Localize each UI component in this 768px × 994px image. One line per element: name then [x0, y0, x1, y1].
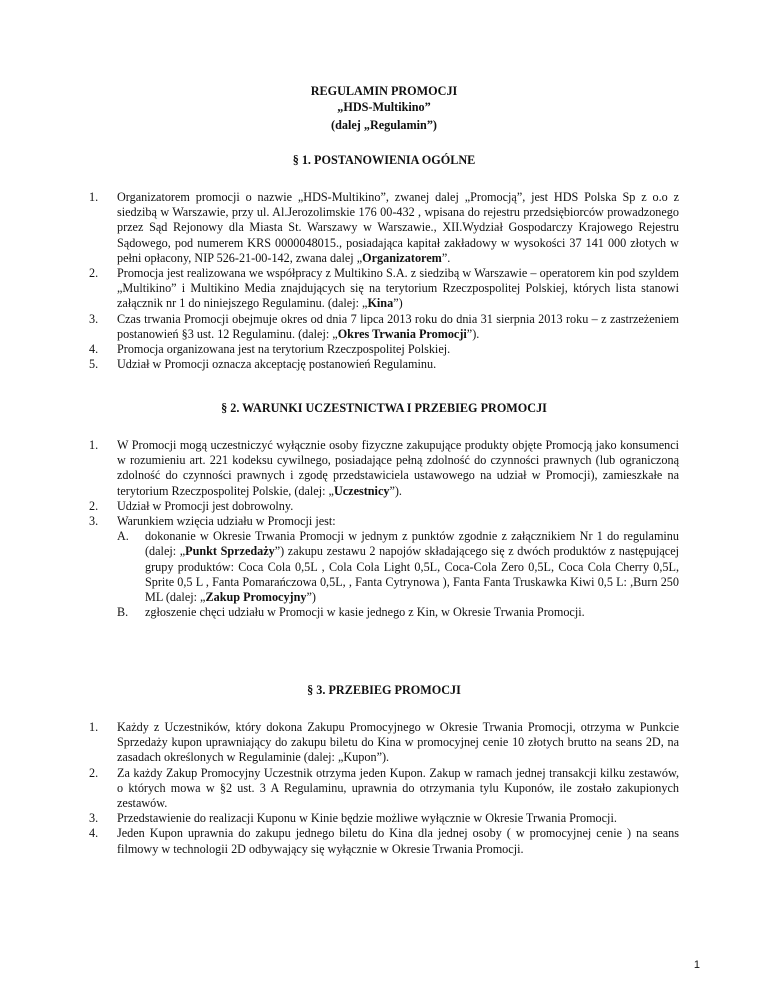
sub-list [117, 529, 679, 620]
item-text: Jeden Kupon uprawnia do zakupu jednego biletu do Kina dla jednej osoby ( w promocyjnej cenie ) na seans filmowy w technologii 2D odbywający się wyłącznie w Okresie Trwania Promocji. [117, 826, 679, 856]
defined-term: Okres Trwania Promocji [337, 326, 467, 341]
sub-item-letter: A. [117, 529, 129, 544]
item-text: Przedstawienie do realizacji Kuponu w Kinie będzie możliwe wyłącznie w Okresie Trwania Promocji. [117, 811, 617, 826]
item-text: Organizatorem promocji o nazwie „HDS-Multikino”, zwanej dalej „Promocją”, jest HDS Polska Sp z o.o z siedzibą w Warszawie, przy ul. Al.Jerozolimskie 176 00-432 , wpisana do rejestru przedsiębiorców prowadzonego przez Sąd Rejonowy dla Miasta St. Warszawy w Warszawie., XII.Wydział Gospodarczy Krajowego Rejestru Sądowego, pod numerem KRS 0000048015., posiadająca kapitał zakładowy w wysokości 37 141 000 złotych w pełni opłacony, NIP 526-21-00-142, zwana dalej „ [117, 190, 679, 265]
item-number: 1. [89, 190, 99, 204]
item-number: 5. [89, 357, 99, 372]
defined-term: Punkt Sprzedaży [185, 544, 275, 559]
sub-item-text: zgłoszenie chęci udziału w Promocji w kasie jednego z Kin, w Okresie Trwania Promocji. [145, 605, 585, 620]
list-item [89, 357, 679, 372]
item-text: Za każdy Zakup Promocyjny Uczestnik otrzyma jeden Kupon. Zakup w ramach jednej transakcji kilku zestawów, o których mowa w §2 ust. 3 A Regulaminu, uprawnia do otrzymania tylu Kuponów, ile zostało zakupionych zestawów. [117, 765, 679, 811]
item-text: Promocja jest realizowana we współpracy z Multikino S.A. z siedzibą w Warszawie – operatorem kin pod szyldem „Multikino” i Multikino Media znajdujących się na terytorium Rzeczpospolitej Polskiej, których lista stanowi załącznik nr 1 do niniejszego Regulaminu. (dalej: „ [117, 266, 679, 311]
list-item [89, 826, 679, 856]
defined-term: Kina [367, 296, 394, 311]
item-tail: ”) [393, 296, 403, 311]
section-list [89, 720, 679, 857]
item-number: 3. [89, 514, 99, 529]
item-text: Każdy z Uczestników, który dokona Zakupu Promocyjnego w Okresie Trwania Promocji, otrzyma w Punkcie Sprzedaży kupon uprawniający do zakupu biletu do Kina w promocyjnej cenie 10 złotych brutto na seans 2D, na zasadach określonych w Regulaminie (dalej: „Kupon”). [117, 720, 679, 765]
document-alias: (dalej „Regulamin”) [331, 118, 437, 132]
item-number: 3. [89, 311, 99, 326]
section-heading: § 3. PRZEBIEG PROMOCJI [307, 683, 461, 697]
item-tail: ”). [466, 326, 480, 341]
list-item [89, 342, 679, 357]
item-text: Udział w Promocji oznacza akceptację postanowień Regulaminu. [117, 357, 437, 372]
sub-list-item [117, 605, 679, 620]
section-heading: § 1. POSTANOWIENIA OGÓLNE [292, 153, 476, 167]
section-list [89, 438, 679, 620]
item-number: 4. [89, 342, 99, 357]
section-list [89, 190, 679, 372]
page-number: 1 [693, 959, 700, 971]
item-text: Promocja organizowana jest na terytorium Rzeczpospolitej Polskiej. [117, 342, 451, 357]
sub-item-middle: ”) zakupu zestawu 2 napojów składającego się z dwóch produktów z następującej grupy produktów: Coca Cola 0,5L , Cola Cola Light 0,5L, Coca-Cola Zero 0,5L, Coca Cola Cherry 0,5L, Sprite 0,5 L , Fanta Pomarańczowa 0,5L, , Fanta Cytrynowa ), Fanta Fanta Truskawka Kiwi 0,5 L: ,Burn 250 ML (dalej: „ [145, 544, 680, 605]
item-text: W Promocji mogą uczestniczyć wyłącznie osoby fizyczne zakupujące produkty objęte Promocją jako konsumenci w rozumieniu art. 221 kodeksu cywilnego, posiadające pełną zdolność do czynności prawnych (lub ograniczoną zdolność do czynności prawnych i zgodę przedstawiciela ustawowego na udział w Promocji), zamieszkałe na terytorium Rzeczpospolitej Polskie, (dalej: „ [117, 438, 679, 498]
list-item [89, 190, 679, 266]
list-item [89, 266, 679, 312]
item-number: 1. [89, 720, 99, 734]
section-heading: § 2. WARUNKI UCZESTNICTWA I PRZEBIEG PROMOCJI [221, 401, 547, 415]
item-number: 1. [89, 438, 99, 452]
item-number: 3. [89, 811, 99, 826]
list-item [89, 811, 679, 826]
item-number: 2. [89, 498, 99, 513]
list-item [89, 438, 679, 499]
list-item [89, 514, 679, 620]
defined-term: Organizatorem [362, 250, 442, 265]
sub-list-item [117, 529, 679, 605]
item-text: Udział w Promocji jest dobrowolny. [117, 498, 294, 513]
sub-item-text: dokonanie w Okresie Trwania Promocji w jednym z punktów zgodnie z załącznikiem Nr 1 do regulaminu (dalej: „ [145, 529, 679, 559]
item-tail: ”). [389, 483, 402, 498]
item-number: 2. [89, 266, 99, 281]
sub-item-tail: ”) [306, 590, 316, 605]
sub-item-letter: B. [117, 605, 129, 620]
list-item [89, 720, 679, 766]
defined-term: Zakup Promocyjny [205, 590, 307, 605]
item-text: Czas trwania Promocji obejmuje okres od dnia 7 lipca 2013 roku do dnia 31 sierpnia 2013 roku – z zastrzeżeniem postanowień §3 ust. 12 Regulaminu. (dalej: „ [117, 311, 679, 341]
item-number: 4. [89, 826, 99, 841]
list-item [89, 312, 679, 342]
defined-term: Uczestnicy [333, 483, 390, 498]
promotion-name: „HDS-Multikino” [337, 100, 431, 114]
item-number: 2. [89, 765, 99, 780]
item-tail: ”. [441, 250, 451, 265]
document-title: REGULAMIN PROMOCJI [310, 84, 458, 98]
item-text: Warunkiem wzięcia udziału w Promocji jest: [117, 514, 336, 529]
list-item [89, 766, 679, 812]
list-item [89, 499, 679, 514]
